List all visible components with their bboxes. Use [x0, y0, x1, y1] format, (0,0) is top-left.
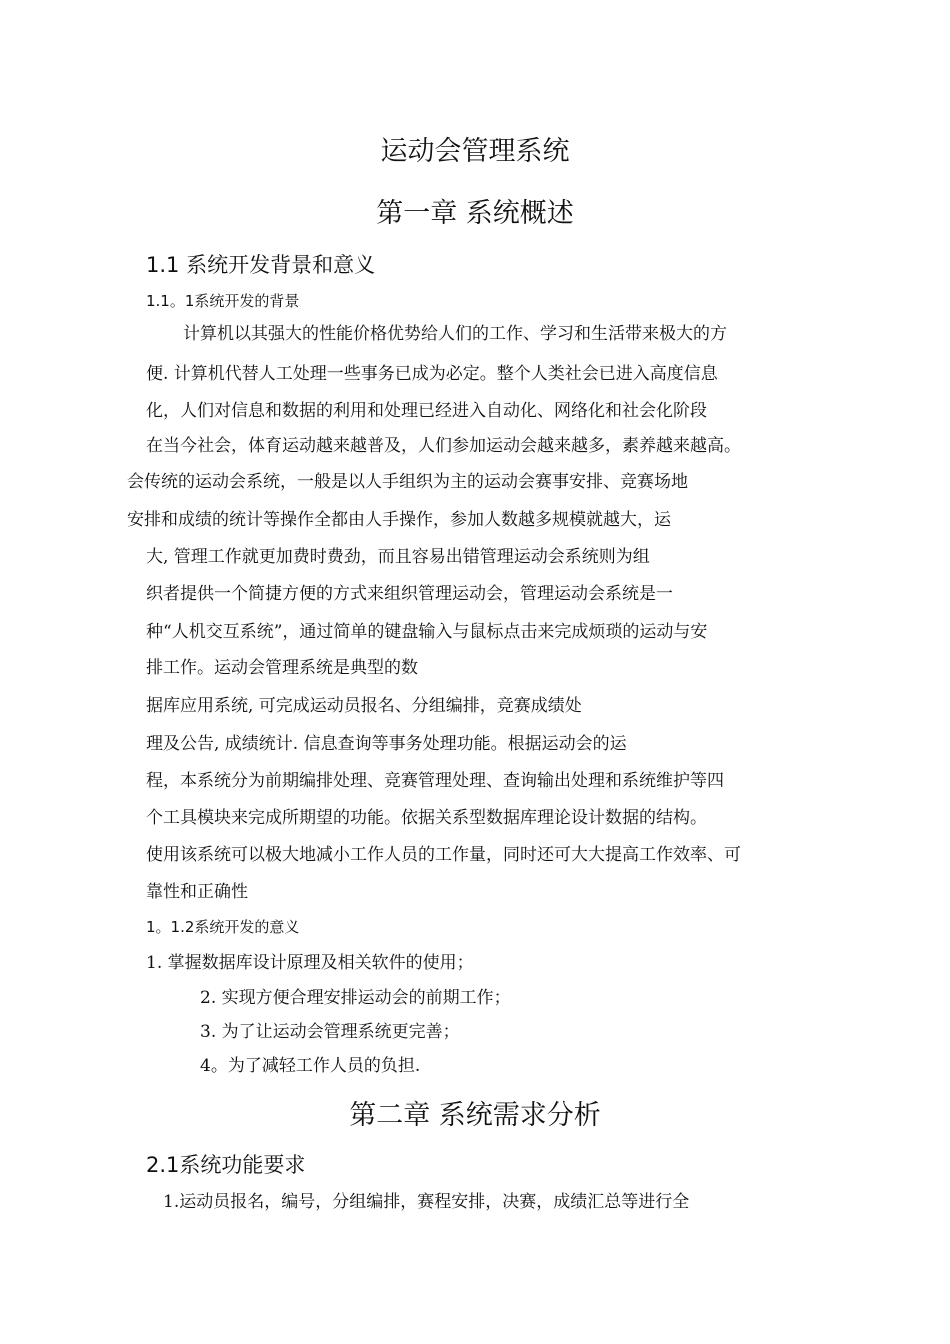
- paragraph-line: 种“人机交互系统”，通过简单的键盘输入与鼠标点击来完成烦琐的运动与安: [146, 622, 708, 642]
- paragraph-line: 在当今社会，体育运动越来越普及，人们参加运动会越来越多，素养越来越高。: [146, 436, 741, 456]
- meaning-item: 2. 实现方便合理安排运动会的前期工作；: [200, 988, 511, 1008]
- paragraph-line: 个工具模块来完成所期望的功能。依据关系型数据库理论设计数据的结构。: [146, 808, 707, 828]
- paragraph-line: 使用该系统可以极大地减小工作人员的工作量，同时还可大大提高工作效率、可: [146, 845, 741, 865]
- chapter-2-heading: 第二章 系统需求分析: [349, 1100, 601, 1131]
- paragraph-line: 织者提供一个简捷方便的方式来组织管理运动会，管理运动会系统是一: [146, 584, 673, 604]
- meaning-item: 4。为了减轻工作人员的负担.: [200, 1056, 421, 1076]
- document-title: 运动会管理系统: [380, 136, 570, 167]
- section-2-1-heading: 2.1系统功能要求: [146, 1153, 306, 1177]
- section-1-1-heading: 1.1 系统开发背景和意义: [146, 253, 376, 277]
- paragraph-line: 排工作。运动会管理系统是典型的数: [146, 658, 418, 678]
- paragraph-line: 便. 计算机代替人工处理一些事务已成为必定。整个人类社会已进入高度信息: [146, 364, 718, 384]
- paragraph-line: 大, 管理工作就更加费时费劲，而且容易出错管理运动会系统则为组: [146, 547, 650, 567]
- subsection-1-1-2-heading: 1。1.2系统开发的意义: [146, 918, 300, 936]
- paragraph-line: 计算机以其强大的性能价格优势给人们的工作、学习和生活带来极大的方: [183, 324, 727, 344]
- paragraph-line: 安排和成绩的统计等操作全都由人手操作，参加人数越多规模就越大，运: [127, 510, 671, 530]
- paragraph-line: 会传统的运动会系统，一般是以人手组织为主的运动会赛事安排、竞赛场地: [127, 472, 688, 492]
- paragraph-line: 化，人们对信息和数据的利用和处理已经进入自动化、网络化和社会化阶段: [146, 401, 707, 421]
- meaning-item: 3. 为了让运动会管理系统更完善；: [200, 1022, 460, 1042]
- paragraph-line: 靠性和正确性: [146, 882, 248, 902]
- paragraph-line: 据库应用系统, 可完成运动员报名、分组编排，竞赛成绩处: [146, 696, 582, 716]
- paragraph-line: 理及公告, 成绩统计. 信息查询等事务处理功能。根据运动会的运: [146, 734, 627, 754]
- meaning-item: 1. 掌握数据库设计原理及相关软件的使用；: [146, 953, 474, 973]
- paragraph-line: 程，本系统分为前期编排处理、竞赛管理处理、查询输出处理和系统维护等四: [146, 771, 724, 791]
- chapter-1-heading: 第一章 系统概述: [376, 198, 574, 229]
- requirement-line: 1.运动员报名，编号，分组编排，赛程安排，决赛，成绩汇总等进行全: [163, 1192, 690, 1212]
- subsection-1-1-1-heading: 1.1。1系统开发的背景: [146, 292, 300, 310]
